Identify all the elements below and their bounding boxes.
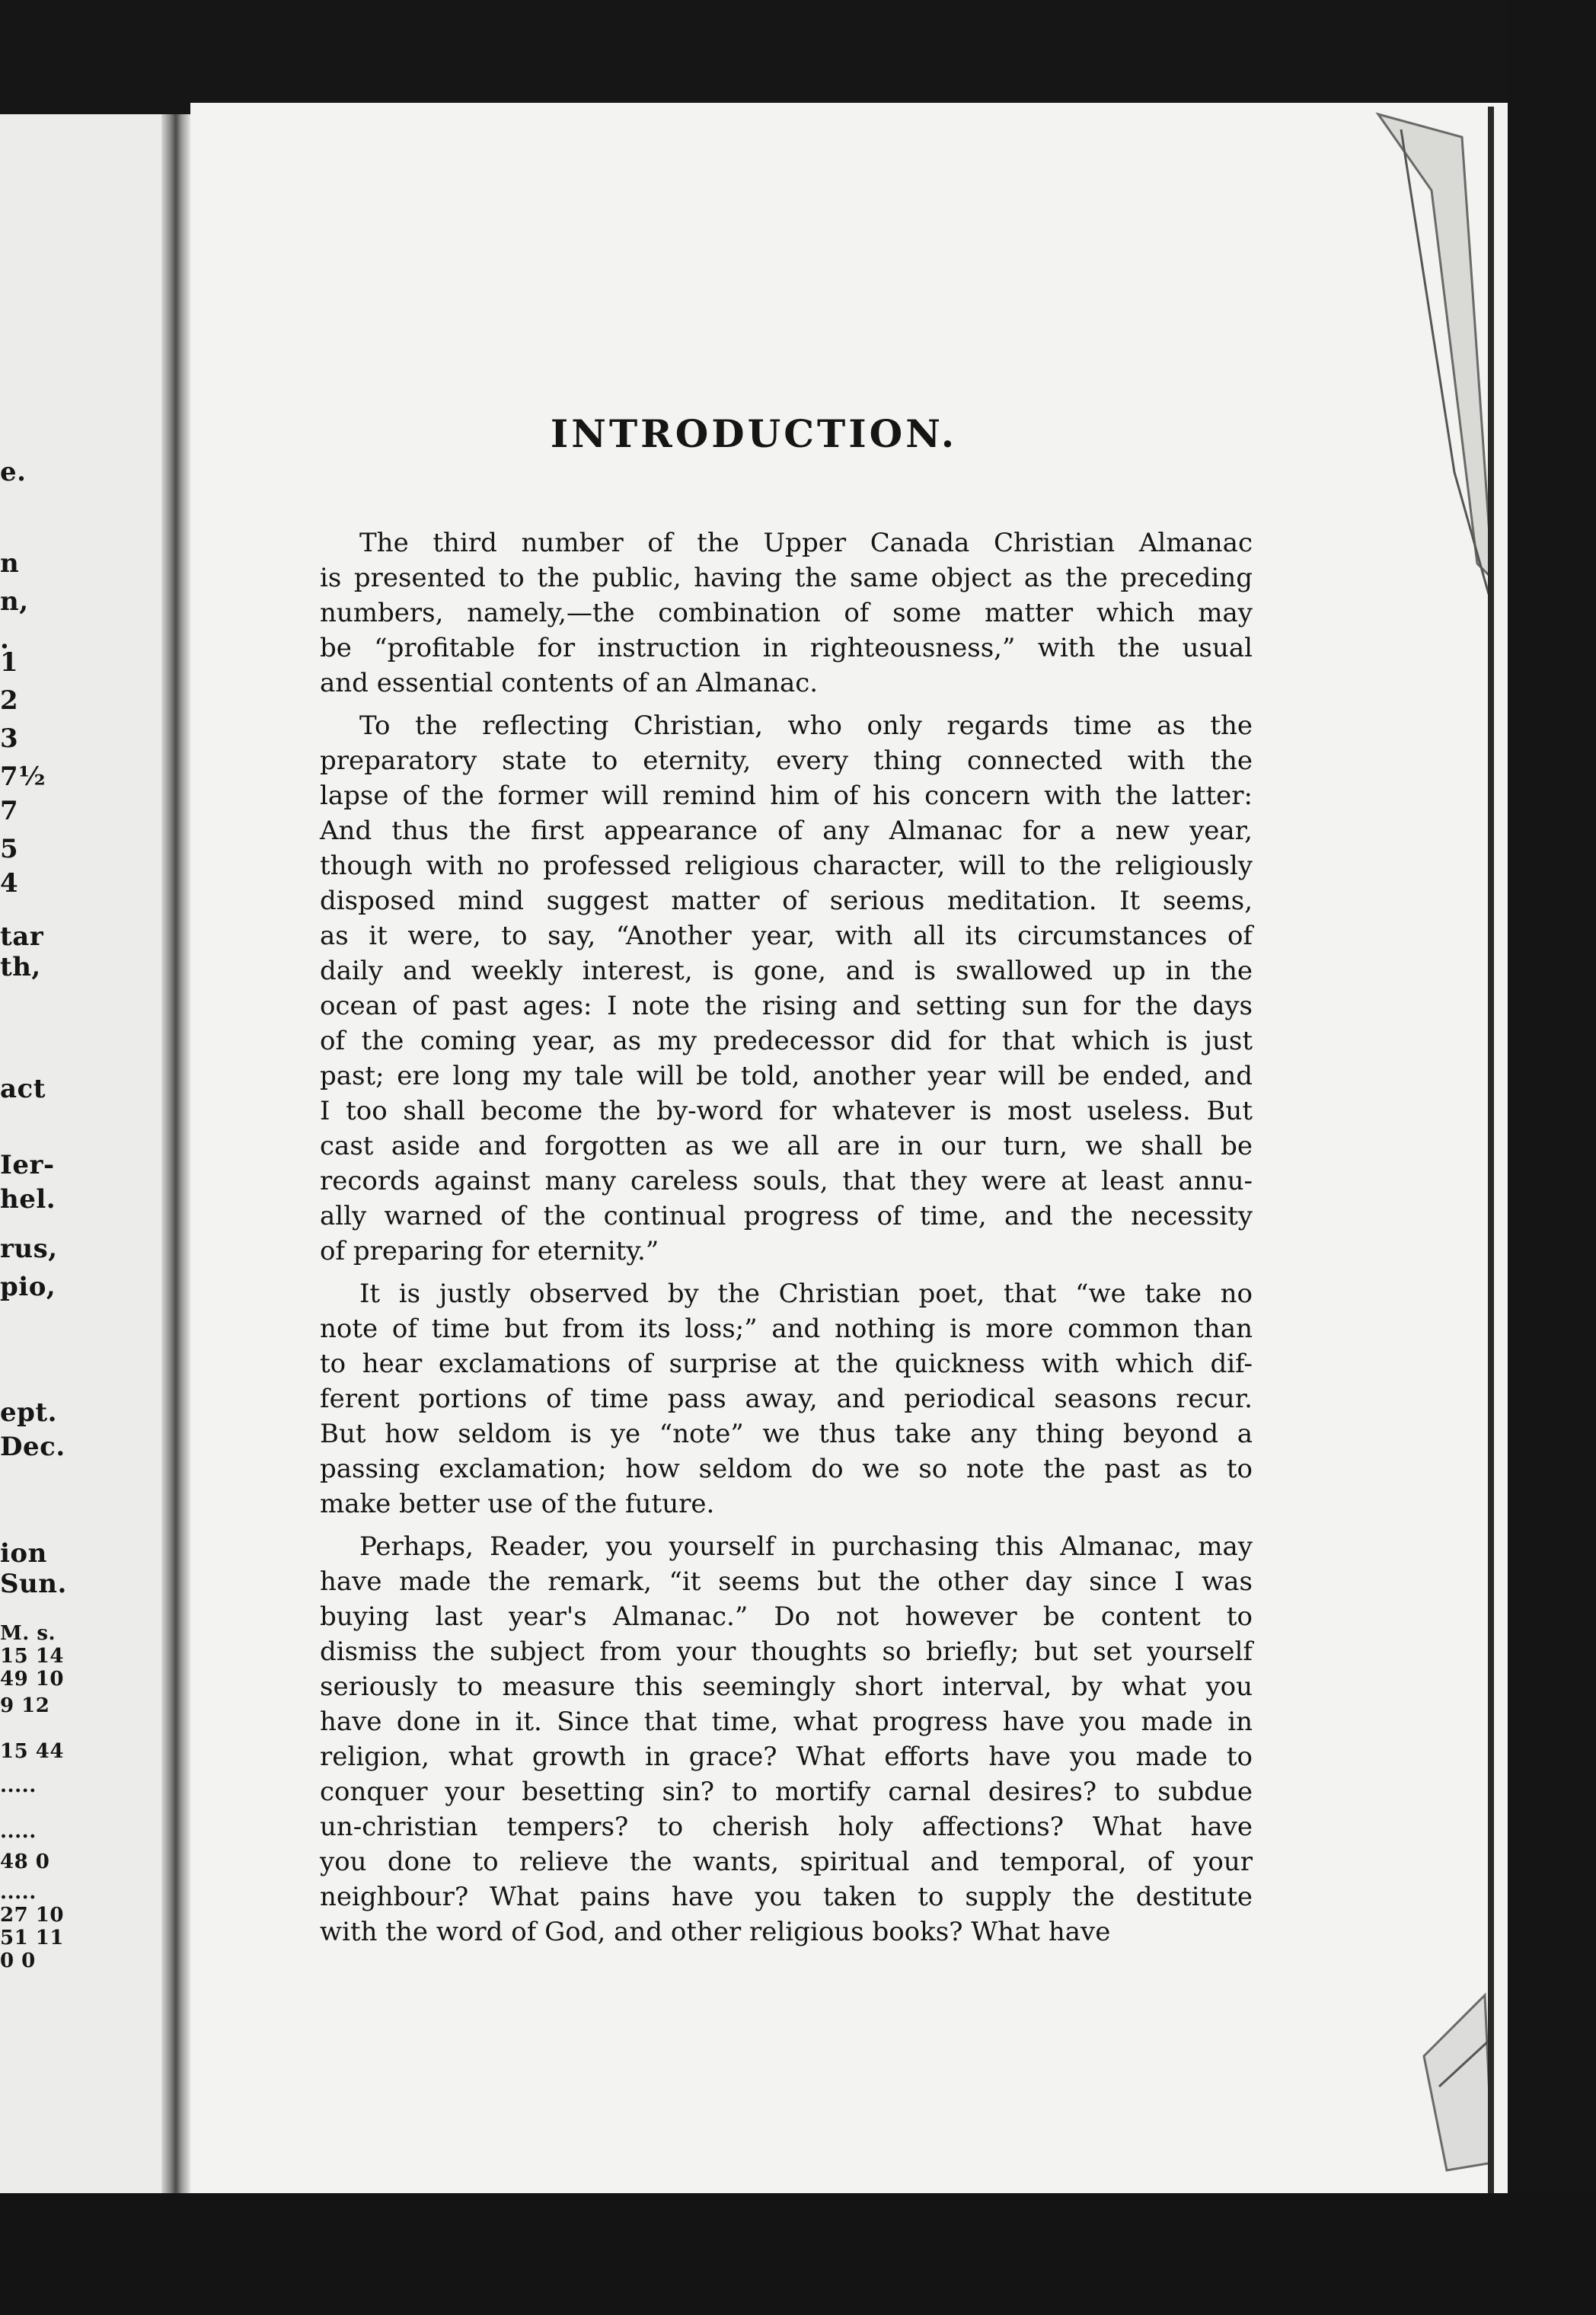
- left-page-text-fragment: 27 10: [0, 1904, 64, 1927]
- text-line: of preparing for eternity.”: [320, 1236, 659, 1266]
- left-page-text-fragment: pio,: [0, 1272, 56, 1302]
- text-line: note of time but from its loss;” and nothing is more common than: [320, 1314, 1253, 1344]
- book-spine: [161, 114, 190, 2193]
- text-line: ocean of past ages: I note the rising and setting sun for the days: [320, 991, 1253, 1021]
- text-line: The third number of the Upper Canada Christian Almanac: [359, 528, 1253, 558]
- text-line: daily and weekly interest, is gone, and is swallowed up in the: [320, 956, 1253, 986]
- text-line: It is justly observed by the Christian poet, that “we take no: [359, 1279, 1253, 1309]
- left-page-text-fragment: n: [0, 548, 20, 579]
- left-page-fragment: [0, 114, 164, 2201]
- left-page-text-fragment: 51 11: [0, 1927, 64, 1949]
- left-page-text-fragment: 49 10: [0, 1668, 64, 1691]
- text-line: ally warned of the continual progress of time, and the necessity: [320, 1201, 1253, 1231]
- left-page-text-fragment: 15 14: [0, 1645, 64, 1668]
- left-page-text-fragment: M. s.: [0, 1622, 56, 1645]
- left-page-text-fragment: 5: [0, 834, 19, 864]
- scan-border-bottom: [0, 2193, 1596, 2315]
- left-page-text-fragment: e.: [0, 457, 27, 487]
- text-line: I too shall become the by-word for whatever is most useless. But: [320, 1096, 1253, 1126]
- text-line: cast aside and forgotten as we all are in our turn, we shall be: [320, 1131, 1253, 1161]
- left-page-text-fragment: 7: [0, 796, 19, 826]
- left-page-text-fragment: .: [0, 624, 10, 655]
- left-page-text-fragment: th,: [0, 952, 41, 982]
- text-line: And thus the first appearance of any Almanac for a new year,: [320, 816, 1253, 846]
- text-line: make better use of the future.: [320, 1489, 715, 1519]
- scan-border-top: [0, 0, 1596, 114]
- text-line: to hear exclamations of surprise at the quickness with which dif-: [320, 1349, 1253, 1379]
- paragraph: [320, 1529, 1253, 1949]
- left-page-text-fragment: .....: [0, 1881, 37, 1904]
- text-line: un-christian tempers? to cherish holy affections? What have: [320, 1812, 1253, 1842]
- text-line: as it were, to say, “Another year, with all its circumstances of: [320, 921, 1253, 951]
- left-page-text-fragment: ept.: [0, 1397, 57, 1428]
- left-page-text-fragment: .....: [0, 1774, 37, 1797]
- text-line: disposed mind suggest matter of serious meditation. It seems,: [320, 886, 1253, 916]
- text-line: records against many careless souls, that they were at least annu-: [320, 1166, 1253, 1196]
- left-page-text-fragment: 15 44: [0, 1740, 64, 1763]
- text-line: have made the remark, “it seems but the other day since I was: [320, 1566, 1253, 1597]
- left-page-text-fragment: 7½: [0, 762, 46, 792]
- text-line: ferent portions of time pass away, and periodical seasons recur.: [320, 1384, 1253, 1414]
- text-line: conquer your besetting sin? to mortify carnal desires? to subdue: [320, 1777, 1253, 1807]
- text-line: buying last year's Almanac.” Do not however be content to: [320, 1601, 1253, 1632]
- text-line: and essential contents of an Almanac.: [320, 668, 819, 698]
- scan-border-right: [1508, 0, 1596, 2315]
- text-line: But how seldom is ye “note” we thus take any thing beyond a: [320, 1419, 1253, 1449]
- text-line: is presented to the public, having the same object as the preceding: [320, 563, 1253, 593]
- text-line: be “profitable for instruction in righteousness,” with the usual: [320, 633, 1253, 663]
- left-page-text-fragment: Sun.: [0, 1569, 67, 1599]
- left-page-text-fragment: .....: [0, 1820, 37, 1843]
- text-line: you done to relieve the wants, spiritual and temporal, of your: [320, 1847, 1253, 1877]
- text-line: seriously to measure this seemingly short interval, by what you: [320, 1672, 1253, 1702]
- left-page-text-fragment: rus,: [0, 1234, 58, 1264]
- left-page-text-fragment: Dec.: [0, 1432, 65, 1462]
- text-line: have done in it. Since that time, what progress have you made in: [320, 1707, 1253, 1737]
- page-title: INTRODUCTION.: [550, 411, 958, 456]
- left-page-text-fragment: 2: [0, 685, 19, 716]
- text-line: neighbour? What pains have you taken to supply the destitute: [320, 1882, 1253, 1912]
- text-line: lapse of the former will remind him of his concern with the latter:: [320, 781, 1253, 811]
- left-page-text-fragment: 9 12: [0, 1694, 50, 1717]
- text-line: with the word of God, and other religious books? What have: [320, 1917, 1111, 1947]
- text-line: passing exclamation; how seldom do we so note the past as to: [320, 1454, 1253, 1484]
- paragraph: [320, 1276, 1253, 1522]
- left-page-text-fragment: 3: [0, 723, 19, 754]
- left-page-text-fragment: 48 0: [0, 1850, 50, 1873]
- left-page-text-fragment: 4: [0, 868, 19, 899]
- page-edge: [1348, 107, 1500, 2193]
- left-page-text-fragment: act: [0, 1074, 46, 1104]
- left-page-text-fragment: Ier-: [0, 1150, 55, 1180]
- text-line: numbers, namely,—the combination of some matter which may: [320, 598, 1253, 628]
- text-line: To the reflecting Christian, who only regards time as the: [359, 710, 1253, 741]
- paragraph: [320, 708, 1253, 1269]
- left-page-text-fragment: hel.: [0, 1184, 56, 1215]
- paragraph: [320, 525, 1253, 701]
- text-line: of the coming year, as my predecessor did for that which is just: [320, 1026, 1253, 1056]
- left-page-text-fragment: tar: [0, 921, 44, 952]
- left-page-text-fragment: 1: [0, 647, 19, 678]
- left-page-text-fragment: 0 0: [0, 1949, 36, 1972]
- text-line: past; ere long my tale will be told, another year will be ended, and: [320, 1061, 1253, 1091]
- text-line: Perhaps, Reader, you yourself in purchasing this Almanac, may: [359, 1531, 1253, 1562]
- left-page-text-fragment: ion: [0, 1538, 47, 1569]
- introduction-body: [320, 525, 1253, 1957]
- text-line: though with no professed religious character, will to the religiously: [320, 851, 1253, 881]
- text-line: preparatory state to eternity, every thing connected with the: [320, 746, 1253, 776]
- text-line: dismiss the subject from your thoughts so briefly; but set yourself: [320, 1636, 1253, 1667]
- left-page-text-fragment: n,: [0, 586, 29, 617]
- text-line: religion, what growth in grace? What efforts have you made to: [320, 1742, 1253, 1772]
